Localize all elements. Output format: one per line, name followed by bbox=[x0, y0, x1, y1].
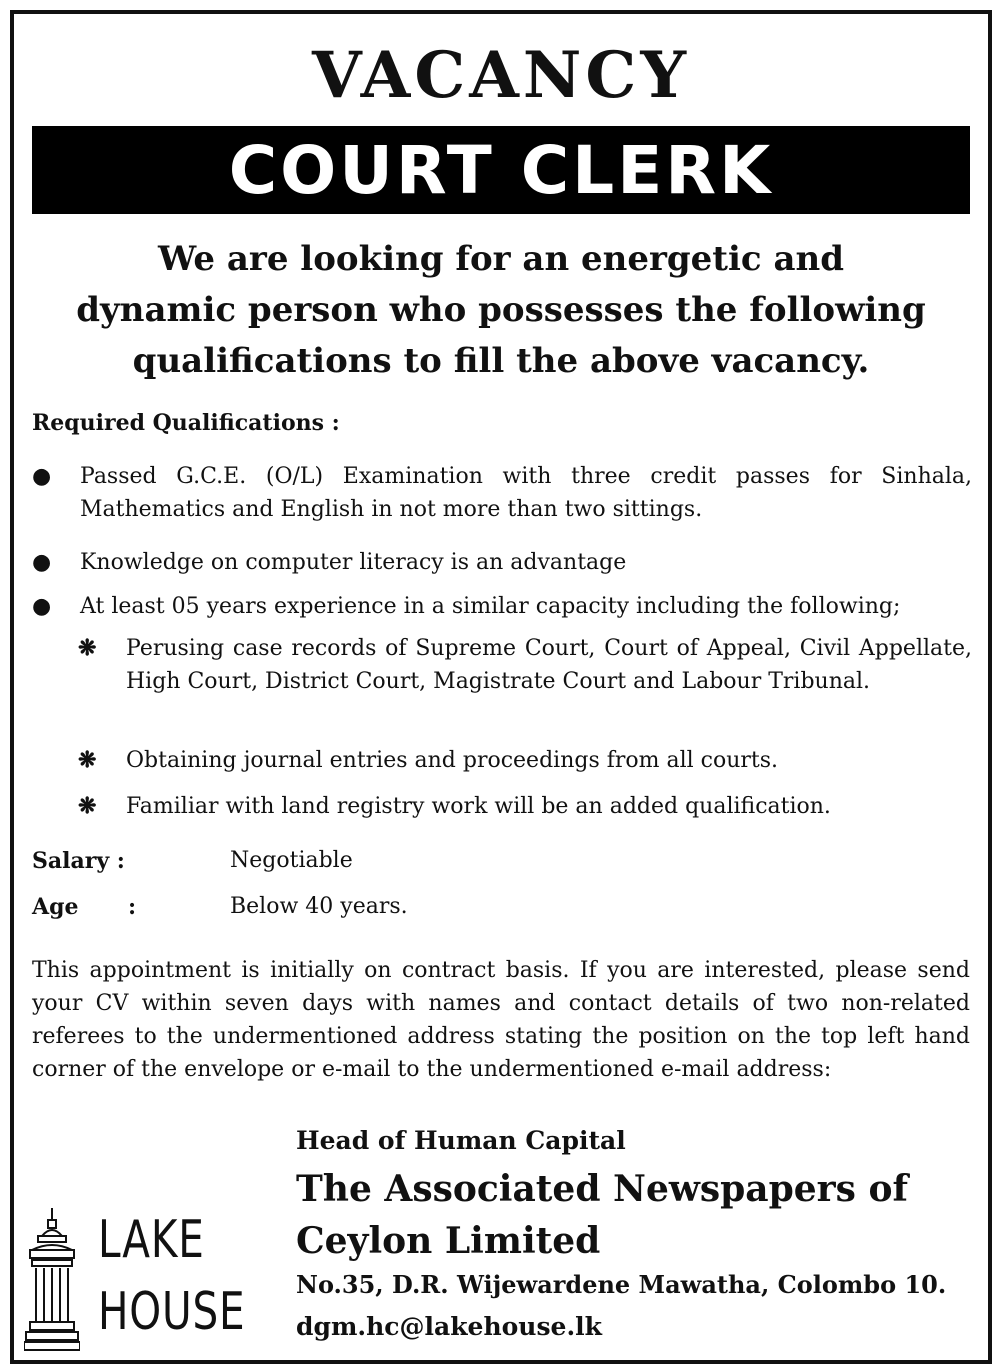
company-address: No.35, D.R. Wijewardene Mawatha, Colombo 10. bbox=[296, 1270, 947, 1299]
experience-text: Perusing case records of Supreme Court, Court of Appeal, Civil Appellate, High Court, District Court, Magistrate Court and Labour Tribunal. bbox=[126, 636, 972, 694]
logo-line2: HOUSE bbox=[98, 1282, 246, 1342]
age-value: Below 40 years. bbox=[230, 894, 408, 919]
position-banner: COURT CLERK bbox=[32, 126, 970, 214]
asterisk-icon: ❋ bbox=[78, 635, 97, 661]
lake-house-building-icon bbox=[24, 1206, 80, 1352]
intro-line: We are looking for an energetic and bbox=[158, 239, 844, 279]
bullet-icon: ● bbox=[32, 594, 52, 619]
salary-label: Salary : bbox=[32, 848, 125, 874]
company-email: dgm.hc@lakehouse.lk bbox=[296, 1312, 602, 1341]
advertisement-frame bbox=[10, 10, 992, 1364]
asterisk-icon: ❋ bbox=[78, 747, 97, 773]
company-name-line1: The Associated Newspapers of bbox=[296, 1168, 908, 1210]
intro-line: dynamic person who possesses the following bbox=[76, 290, 926, 330]
company-name-line2: Ceylon Limited bbox=[296, 1220, 601, 1262]
logo-line1: LAKE bbox=[98, 1210, 205, 1270]
age-label: Age bbox=[32, 894, 79, 920]
qualifications-heading: Required Qualifications : bbox=[32, 410, 340, 436]
salary-value: Negotiable bbox=[230, 848, 353, 873]
qualification-text: At least 05 years experience in a similar capacity including the following; bbox=[80, 594, 901, 619]
headline: VACANCY bbox=[311, 38, 691, 113]
asterisk-icon: ❋ bbox=[78, 793, 97, 819]
experience-text: Obtaining journal entries and proceedings from all courts. bbox=[126, 748, 779, 773]
qualification-text: Passed G.C.E. (O/L) Examination with three credit passes for Sinhala, Mathematics and English in not more than two sittings. bbox=[80, 464, 972, 522]
contact-title: Head of Human Capital bbox=[296, 1126, 626, 1155]
experience-text: Familiar with land registry work will be an added qualification. bbox=[126, 794, 831, 819]
intro-text bbox=[14, 234, 988, 387]
bullet-icon: ● bbox=[32, 464, 52, 489]
application-paragraph: This appointment is initially on contract basis. If you are interested, please send your CV within seven days with names and contact details of two non-related referees to the undermentioned address stating the position on the top left hand corner of the envelope or e-mail to the undermentioned e-mail address: bbox=[32, 958, 970, 1082]
age-colon: : bbox=[128, 894, 137, 920]
bullet-icon: ● bbox=[32, 550, 52, 575]
qualification-text: Knowledge on computer literacy is an advantage bbox=[80, 550, 627, 575]
intro-line: qualifications to fill the above vacancy. bbox=[132, 341, 870, 381]
